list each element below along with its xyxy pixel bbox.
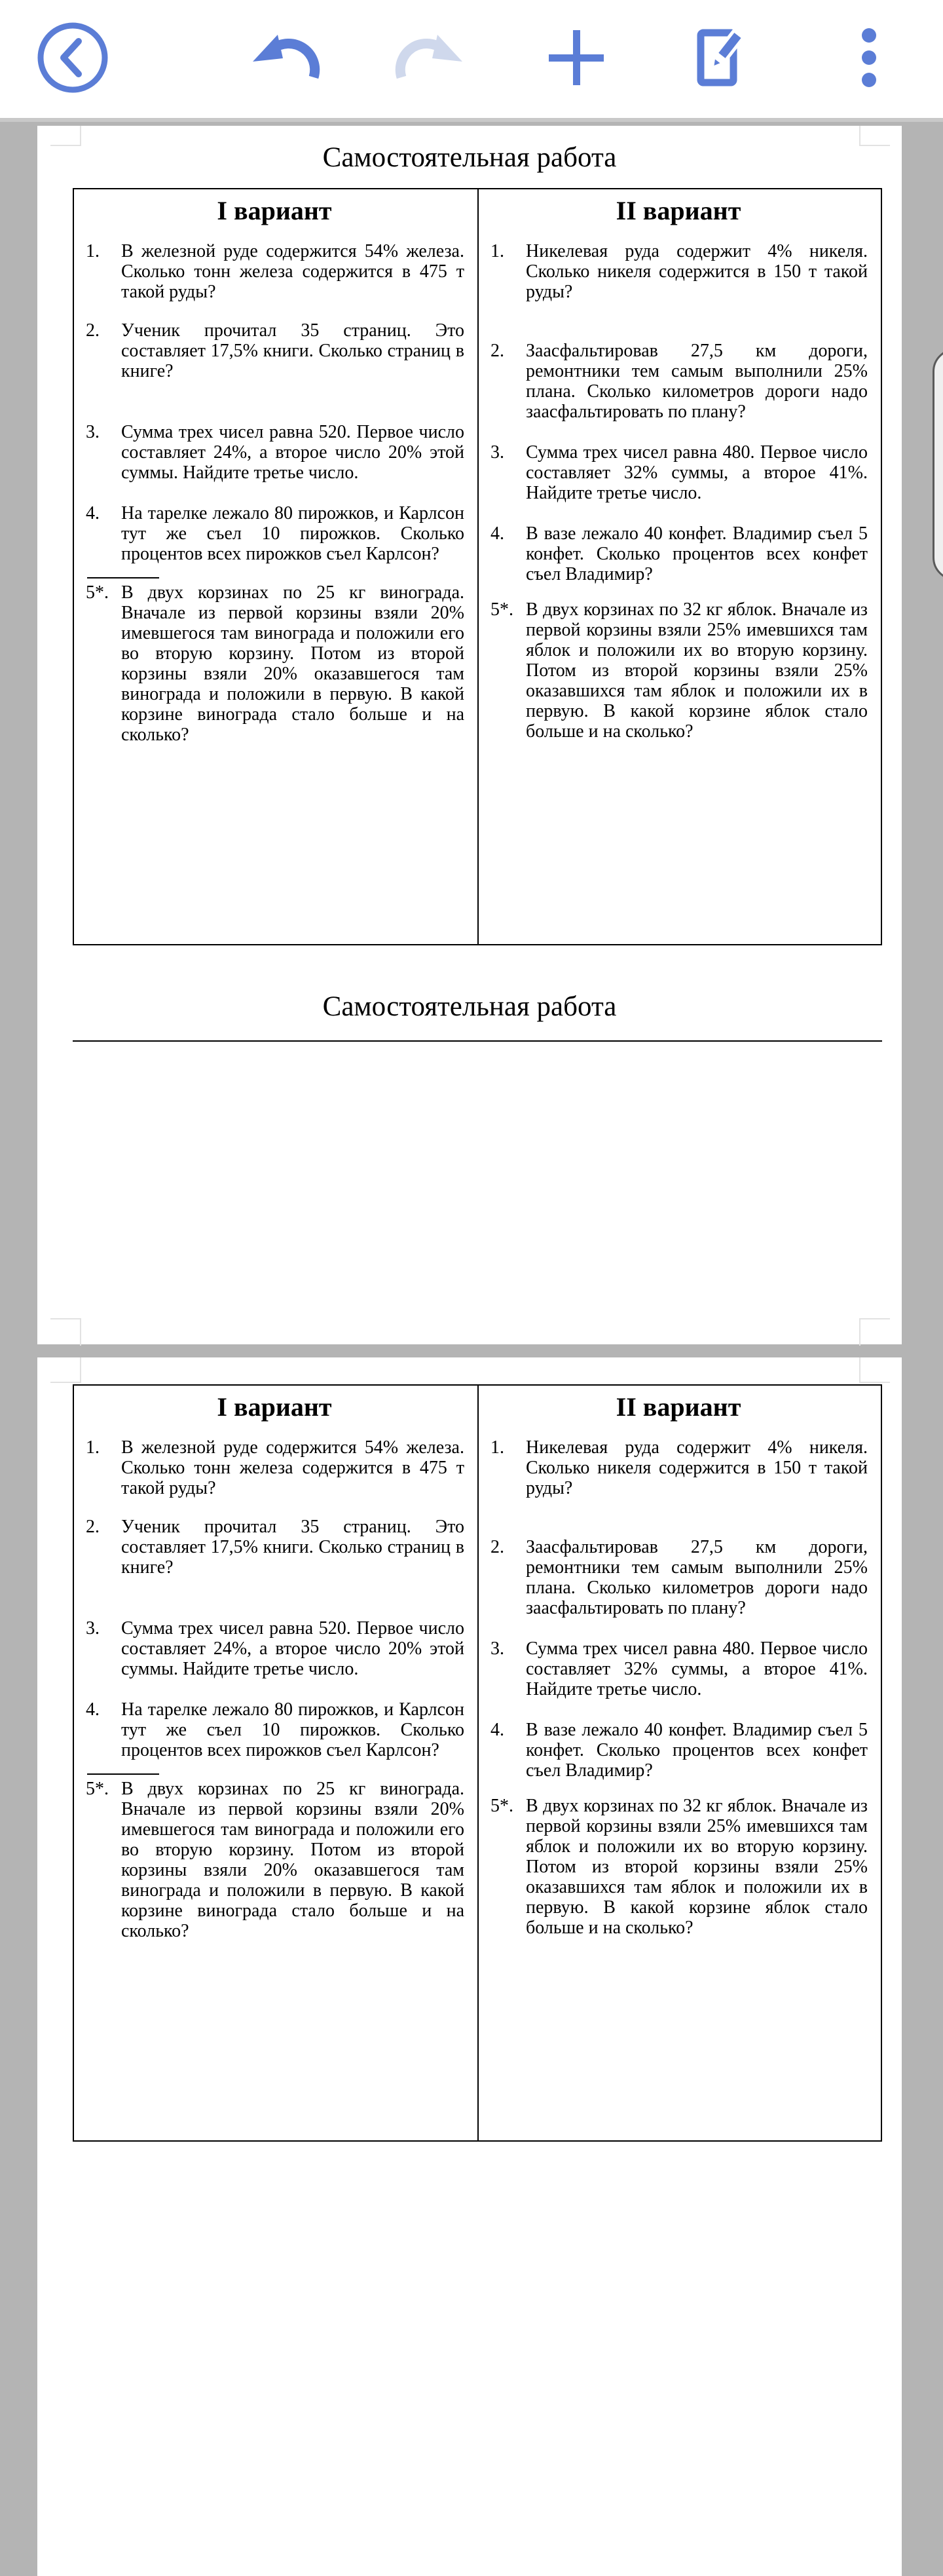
problem-text: Ученик прочитал 35 страниц. Это составляет 17,5% книги. Сколько страниц в книге? xyxy=(121,1517,464,1578)
problem xyxy=(489,1437,868,1498)
variant1-header: I вариант xyxy=(217,1392,332,1422)
problem-text: В двух корзинах по 25 кг винограда. Вначале из первой корзины взяли 20% имевшегося там винограда и положили его во вторую корзину. Потом из второй корзины взяли 20% оказавшегося там винограда и положили в первую. В какой корзине винограда стало больше и на сколько? xyxy=(121,1779,464,1941)
problem-text: В двух корзинах по 32 кг яблок. Вначале из первой корзины взяли 25% имевшихся там яблок и положили их во вторую корзину. Потом из второй корзины взяли 25% оказавшихся там яблок и положили их в первую. В какой корзине яблок стало больше и на сколько? xyxy=(526,1796,868,1938)
problem-number: 4. xyxy=(490,1720,504,1740)
problem-number: 1. xyxy=(86,241,100,261)
problem-number: 3. xyxy=(490,1638,504,1659)
variant2-column xyxy=(477,189,881,944)
margin-corner-mark xyxy=(50,1318,81,1346)
edit-pencil-icon xyxy=(695,28,748,91)
problem-number: 5*. xyxy=(86,582,109,603)
worksheet-table-page2 xyxy=(73,1384,882,2142)
problem-number: 2. xyxy=(86,1517,100,1537)
problem-text: Ученик прочитал 35 страниц. Это составляет 17,5% книги. Сколько страниц в книге? xyxy=(121,320,464,381)
problem-number: 2. xyxy=(86,320,100,341)
overflow-menu-button[interactable] xyxy=(823,0,915,118)
problem-text: Сумма трех чисел равна 520. Первое число составляет 24%, а второе число 20% этой суммы. Найдите третье число. xyxy=(121,1618,464,1679)
problem-number: 4. xyxy=(86,1699,100,1720)
problem-text: Никелевая руда содержит 4% никеля. Сколько никеля содержится в 150 т такой руды? xyxy=(526,1437,868,1498)
worksheet-title: Самостоятельная работа xyxy=(322,142,617,173)
document-page-1[interactable] xyxy=(37,126,902,1344)
problem xyxy=(489,523,868,584)
problem-number: 4. xyxy=(490,523,504,544)
variant2-header: II вариант xyxy=(616,196,741,225)
redo-arrow-icon xyxy=(394,33,466,86)
problem-number: 1. xyxy=(86,1437,100,1458)
problem-text: Заасфальтировав 27,5 км дороги, ремонтники тем самым выполнили 25% плана. Сколько километров дороги надо заасфальтировать по плану? xyxy=(526,341,868,422)
problem xyxy=(489,1720,868,1781)
three-dot-menu-icon xyxy=(861,28,877,91)
redo-button[interactable] xyxy=(384,0,475,118)
problem-text: В железной руде содержится 54% железа. Сколько тонн железа содержится в 475 т такой руды? xyxy=(121,241,464,302)
problem-text: Заасфальтировав 27,5 км дороги, ремонтники тем самым выполнили 25% плана. Сколько километров дороги надо заасфальтировать по плану? xyxy=(526,1537,868,1618)
problem xyxy=(84,1779,464,1941)
problem-text: Никелевая руда содержит 4% никеля. Сколько никеля содержится в 150 т такой руды? xyxy=(526,241,868,302)
add-button[interactable] xyxy=(530,0,622,118)
problem-number: 5*. xyxy=(490,1796,513,1816)
worksheet-table xyxy=(73,188,882,945)
problem-text: В двух корзинах по 25 кг винограда. Вначале из первой корзины взяли 20% имевшегося там винограда и положили его во вторую корзину. Потом из второй корзины взяли 20% оказавшегося там винограда и положили в первую. В какой корзине винограда стало больше и на сколько? xyxy=(121,582,464,745)
back-circle-icon xyxy=(36,21,109,98)
problem-number: 1. xyxy=(490,1437,504,1458)
toolbar xyxy=(0,0,943,122)
horizontal-rule xyxy=(73,1040,882,1042)
problem xyxy=(489,442,868,503)
problem xyxy=(84,422,464,483)
problem-number: 5*. xyxy=(86,1779,109,1799)
problem-text: Сумма трех чисел равна 480. Первое число составляет 32% суммы, а второе 41%. Найдите третье число. xyxy=(526,442,868,503)
problem xyxy=(84,1437,464,1498)
problem-number: 5*. xyxy=(490,599,513,620)
scrollbar-thumb[interactable] xyxy=(933,349,943,580)
problem-number: 1. xyxy=(490,241,504,261)
variant1-column xyxy=(74,1386,477,2140)
problem-number: 3. xyxy=(490,442,504,463)
problem xyxy=(84,320,464,381)
margin-corner-mark xyxy=(859,1357,890,1383)
variant2-header: II вариант xyxy=(616,1392,741,1422)
plus-icon xyxy=(547,29,605,90)
variant1-header: I вариант xyxy=(217,196,332,225)
problem-text: В железной руде содержится 54% железа. Сколько тонн железа содержится в 475 т такой руды? xyxy=(121,1437,464,1498)
problem-text: В вазе лежало 40 конфет. Владимир съел 5 конфет. Сколько процентов всех конфет съел Владимир? xyxy=(526,1720,868,1781)
problem-number: 2. xyxy=(490,341,504,361)
margin-corner-mark xyxy=(50,1357,81,1383)
problem-text: Сумма трех чисел равна 480. Первое число составляет 32% суммы, а второе 41%. Найдите третье число. xyxy=(526,1638,868,1699)
problem-text: Сумма трех чисел равна 520. Первое число составляет 24%, а второе число 20% этой суммы. Найдите третье число. xyxy=(121,422,464,483)
problem-text: На тарелке лежало 80 пирожков, и Карлсон тут же съел 10 пирожков. Сколько процентов всех пирожков съел Карлсон? xyxy=(121,503,464,564)
margin-corner-mark xyxy=(859,1318,890,1346)
footnote-separator xyxy=(87,1773,159,1775)
problem-number: 3. xyxy=(86,1618,100,1638)
problem xyxy=(489,1638,868,1699)
problem xyxy=(84,1517,464,1578)
problem-number: 2. xyxy=(490,1537,504,1557)
problem xyxy=(489,341,868,422)
document-page-2[interactable] xyxy=(37,1357,902,2576)
problem-text: В двух корзинах по 32 кг яблок. Вначале из первой корзины взяли 25% имевшихся там яблок и положили их во вторую корзину. Потом из второй корзины взяли 25% оказавшихся там яблок и положили их в первую. В какой корзине яблок стало больше и на сколько? xyxy=(526,599,868,742)
problem xyxy=(84,1699,464,1760)
variant1-column xyxy=(74,189,477,944)
problem-number: 3. xyxy=(86,422,100,442)
problem-text: На тарелке лежало 80 пирожков, и Карлсон тут же съел 10 пирожков. Сколько процентов всех пирожков съел Карлсон? xyxy=(121,1699,464,1760)
undo-arrow-icon xyxy=(250,33,322,86)
problem xyxy=(84,503,464,564)
problem xyxy=(84,1618,464,1679)
problem xyxy=(489,1537,868,1618)
problem xyxy=(489,599,868,742)
back-button[interactable] xyxy=(27,0,119,118)
problem-text: В вазе лежало 40 конфет. Владимир съел 5 конфет. Сколько процентов всех конфет съел Владимир? xyxy=(526,523,868,584)
edit-button[interactable] xyxy=(676,0,767,118)
footnote-separator xyxy=(87,577,159,578)
problem xyxy=(489,1796,868,1938)
problem xyxy=(489,241,868,302)
undo-button[interactable] xyxy=(240,0,331,118)
problem-number: 4. xyxy=(86,503,100,523)
variant2-column xyxy=(477,1386,881,2140)
problem xyxy=(84,241,464,302)
worksheet-title-2: Самостоятельная работа xyxy=(322,991,617,1022)
problem xyxy=(84,582,464,745)
